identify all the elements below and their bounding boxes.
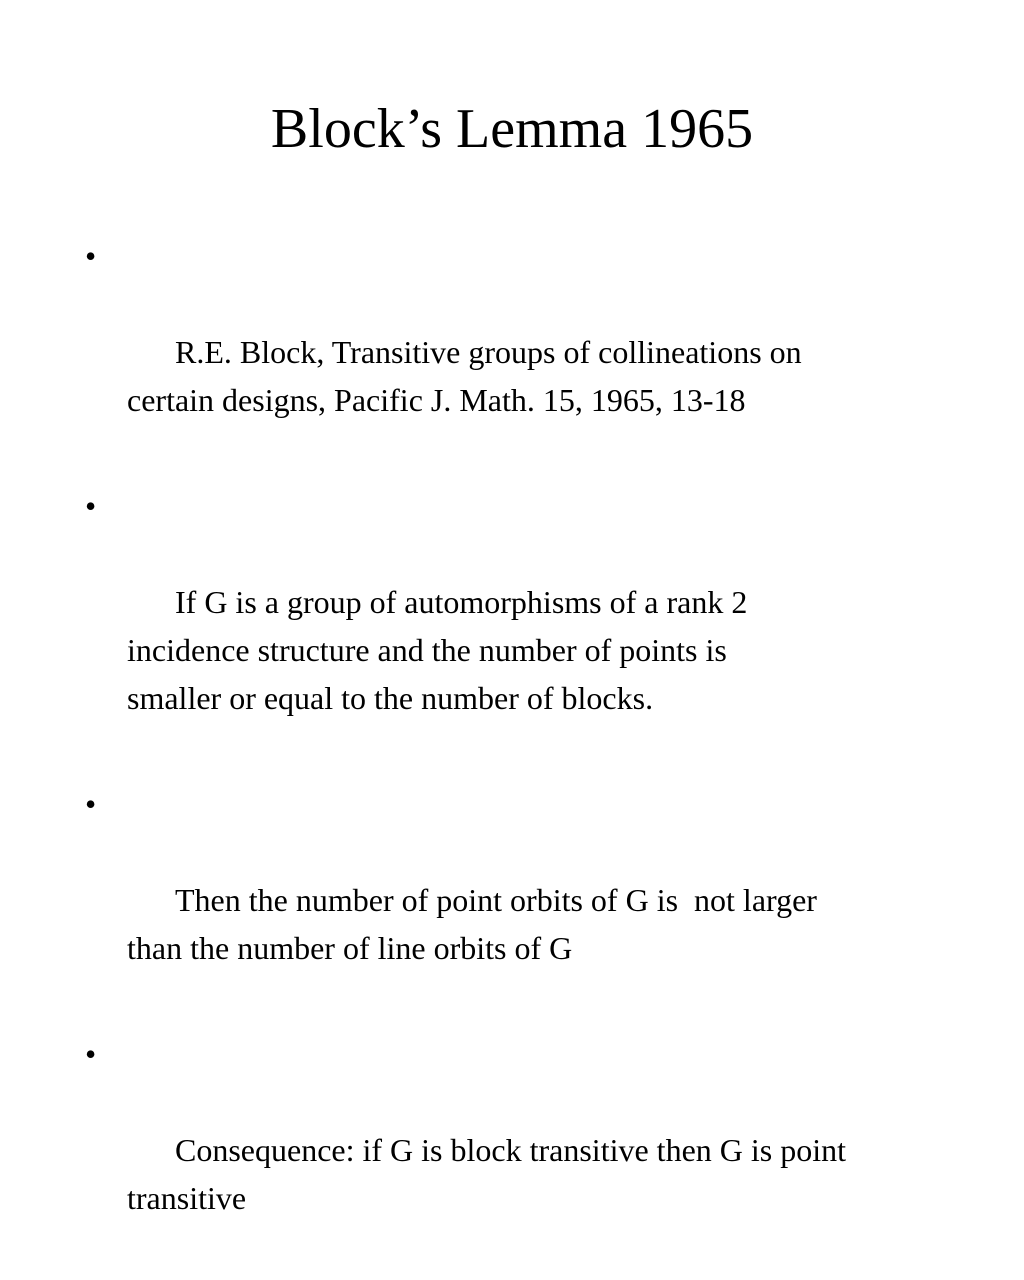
bullet-item-hypothesis [82,482,982,770]
bullet-marker: • [85,488,97,524]
bullet-item-consequence [82,1030,982,1270]
bullet-item-conclusion [82,780,982,1020]
bullet-item-reference [82,232,982,472]
bullet-marker: • [85,1036,97,1072]
bullet-marker: • [85,786,97,822]
bullet-list [82,232,982,1280]
bullet-marker: • [85,238,97,274]
bullet-text: Then the number of point orbits of G is not larger than the number of line orbits of G [127,882,817,966]
bullet-text: If G is a group of automorphisms of a rank 2 incidence structure and the number of points is smaller or equal to the number of blocks. [127,584,748,716]
slide-title: Block’s Lemma 1965 [270,98,754,160]
bullet-text: Consequence: if G is block transitive then G is point transitive [127,1132,846,1216]
bullet-text: R.E. Block, Transitive groups of collineations on certain designs, Pacific J. Math. 15, 1965, 13-18 [127,334,802,418]
